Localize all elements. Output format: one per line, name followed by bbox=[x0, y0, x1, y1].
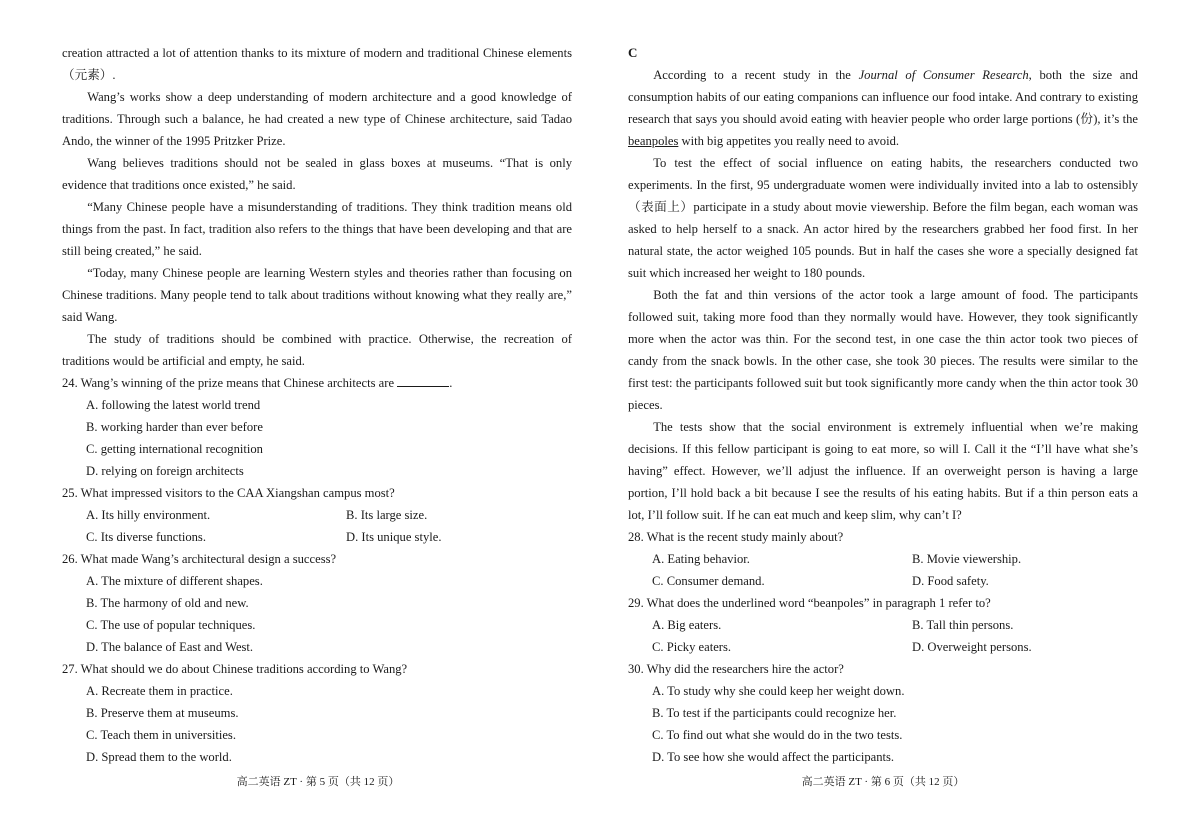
passage-paragraph: To test the effect of social influence on eating habits, the researchers conducted two experiments. In the first, 95 undergraduate women were individually invited into a lab to ostensibly（表面上）participate in a study about movie viewership. Before the film began, each woman was asked to help herself to a snack. An actor hired by the researchers grabbed her food first. In her natural state, the actor weighed 105 pounds. But in half the cases she wore a specially designed fat suit which increased her weight to 180 pounds. bbox=[628, 156, 1138, 280]
text-run: with big appetites you really need to avoid. bbox=[681, 134, 900, 148]
options-list bbox=[62, 394, 572, 482]
option-a: A. The mixture of different shapes. bbox=[86, 574, 263, 588]
question-24 bbox=[62, 372, 572, 482]
passage-paragraph: Wang’s works show a deep understanding of modern architecture and a good knowledge of traditions. Through such a balance, he had created a new type of Chinese architecture, said Tadao Ando, the winner of the 1995 Pritzker Prize. bbox=[62, 90, 572, 148]
options-list bbox=[62, 504, 572, 548]
question-text: 24. Wang’s winning of the prize means that Chinese architects are bbox=[62, 376, 395, 390]
option-d: D. The balance of East and West. bbox=[86, 640, 254, 654]
journal-title: Journal of Consumer Research bbox=[858, 68, 1029, 82]
option-b: B. The harmony of old and new. bbox=[86, 596, 249, 610]
question-28 bbox=[628, 526, 1138, 592]
answer-blank[interactable] bbox=[397, 374, 449, 387]
question-stem: 27. What should we do about Chinese traditions according to Wang? bbox=[62, 662, 408, 676]
question-stem: 28. What is the recent study mainly about? bbox=[628, 530, 844, 544]
option-b: B. Its large size. bbox=[346, 508, 428, 522]
option-c: C. getting international recognition bbox=[86, 442, 263, 456]
option-b: B. Tall thin persons. bbox=[912, 618, 1014, 632]
option-d: D. Overweight persons. bbox=[912, 640, 1032, 654]
passage-paragraph: The study of traditions should be combined with practice. Otherwise, the recreation of traditions would be artificial and empty, he said. bbox=[62, 332, 572, 368]
passage-paragraph: “Many Chinese people have a misunderstanding of traditions. They think tradition means old things from the past. In fact, tradition also refers to the things that have been developing and that are still being created,” he said. bbox=[62, 200, 572, 258]
options-list bbox=[62, 570, 572, 658]
option-d: D. To see how she would affect the participants. bbox=[652, 750, 895, 764]
option-c: C. Consumer demand. bbox=[652, 574, 765, 588]
option-b: B. working harder than ever before bbox=[86, 420, 263, 434]
option-d: D. Its unique style. bbox=[346, 530, 442, 544]
left-page bbox=[62, 42, 572, 768]
underlined-word: beanpoles bbox=[628, 134, 679, 148]
right-page bbox=[628, 42, 1138, 768]
option-c: C. Picky eaters. bbox=[652, 640, 732, 654]
passage-paragraph: Both the fat and thin versions of the actor took a large amount of food. The participants followed suit, taking more food than they normally would have. However, they took significantly more when the actor was thin. For the second test, in one case the thin actor took two pieces of candy from the snack bowls. In the other case, she took 30 pieces. The results were similar to the first test: the participants followed suit but took significantly more candy when the thin actor took 30 pieces. bbox=[628, 288, 1138, 412]
options-list bbox=[628, 548, 1138, 592]
option-b: B. To test if the participants could recognize her. bbox=[652, 706, 897, 720]
text-run: According to a recent study in the bbox=[653, 68, 851, 82]
question-stem: 29. What does the underlined word “beanpoles” in paragraph 1 refer to? bbox=[628, 596, 991, 610]
text-run: , both the size and consumption habits of our eating companions can influence our food intake. And contrary to existing research that says you should avoid eating with heavier people who order large portions (份), it’s the bbox=[628, 68, 1138, 126]
question-30 bbox=[628, 658, 1138, 768]
page-footer: 高二英语 ZT · 第 5 页（共 12 页） bbox=[236, 776, 400, 788]
question-27 bbox=[62, 658, 572, 768]
option-a: A. To study why she could keep her weight down. bbox=[652, 684, 905, 698]
question-29 bbox=[628, 592, 1138, 658]
option-b: B. Movie viewership. bbox=[912, 552, 1022, 566]
question-25 bbox=[62, 482, 572, 548]
option-b: B. Preserve them at museums. bbox=[86, 706, 239, 720]
option-c: C. Teach them in universities. bbox=[86, 728, 236, 742]
passage-paragraph: Wang believes traditions should not be sealed in glass boxes at museums. “That is only evidence that traditions once existed,” he said. bbox=[62, 156, 572, 192]
option-c: C. To find out what she would do in the two tests. bbox=[652, 728, 903, 742]
options-list bbox=[628, 680, 1138, 768]
option-a: A. Recreate them in practice. bbox=[86, 684, 233, 698]
question-end: . bbox=[449, 376, 453, 390]
option-a: A. Big eaters. bbox=[652, 618, 722, 632]
passage-paragraph bbox=[628, 64, 1138, 152]
passage-paragraph: The tests show that the social environment is extremely influential when we’re making decisions. If this fellow participant is going to eat more, so will I. Call it the “I’ll have what she’s having” effect. However, we’ll adjust the influence. If an overweight person is having a large portion, I’ll hold back a bit because I see the results of his eating habits. But if a thin person eats a lot, I’ll follow suit. If he can eat much and keep slim, why can’t I? bbox=[628, 420, 1138, 522]
options-list bbox=[62, 680, 572, 768]
passage-paragraph: “Today, many Chinese people are learning Western styles and theories rather than focusing on Chinese traditions. Many people tend to talk about traditions without knowing what they really are,” said Wang. bbox=[62, 266, 572, 324]
options-list bbox=[628, 614, 1138, 658]
page-footer: 高二英语 ZT · 第 6 页（共 12 页） bbox=[801, 776, 965, 788]
question-stem: 30. Why did the researchers hire the actor? bbox=[628, 662, 844, 676]
option-d: D. relying on foreign architects bbox=[86, 464, 244, 478]
option-d: D. Spread them to the world. bbox=[86, 750, 232, 764]
question-stem: 25. What impressed visitors to the CAA Xiangshan campus most? bbox=[62, 486, 395, 500]
option-a: A. following the latest world trend bbox=[86, 398, 261, 412]
option-a: A. Its hilly environment. bbox=[86, 508, 211, 522]
question-26 bbox=[62, 548, 572, 658]
option-c: C. Its diverse functions. bbox=[86, 530, 206, 544]
option-c: C. The use of popular techniques. bbox=[86, 618, 256, 632]
question-stem bbox=[62, 372, 572, 394]
passage-paragraph: creation attracted a lot of attention thanks to its mixture of modern and traditional Chinese elements（元素）. bbox=[62, 46, 572, 82]
question-stem: 26. What made Wang’s architectural design a success? bbox=[62, 552, 337, 566]
option-d: D. Food safety. bbox=[912, 574, 989, 588]
section-title: C bbox=[628, 45, 638, 60]
option-a: A. Eating behavior. bbox=[652, 552, 750, 566]
